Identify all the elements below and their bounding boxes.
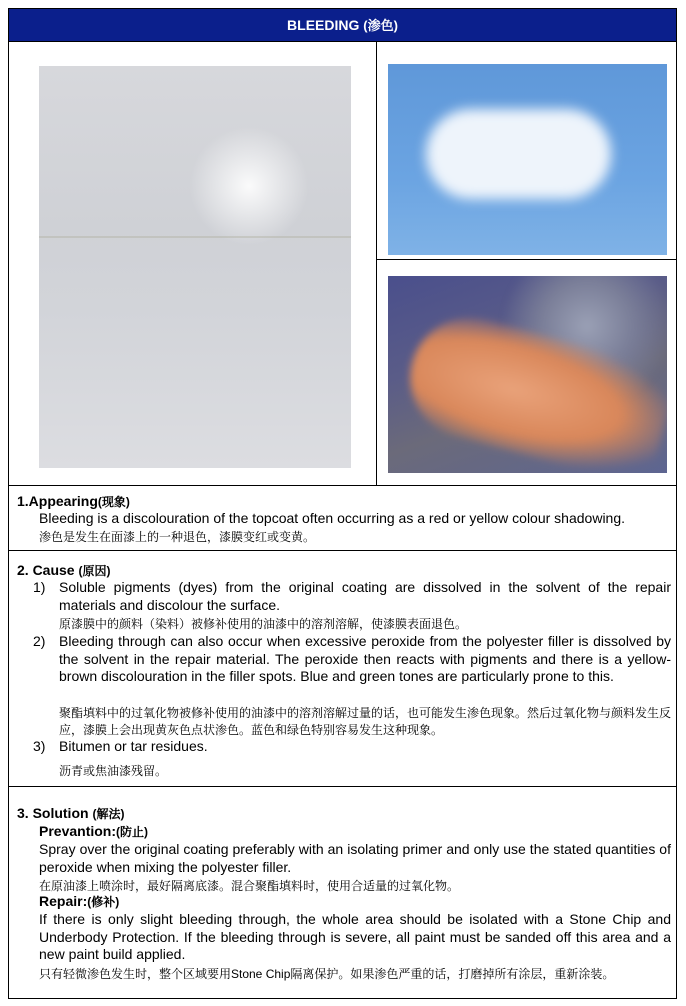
cause-item-3-zh: 沥青或焦油漆残留。 bbox=[59, 764, 168, 778]
solution-heading-zh: (解法) bbox=[92, 807, 125, 821]
repair-label-en: Repair: bbox=[39, 893, 88, 909]
cause-item-1-en: Soluble pigments (dyes) from the original coating are dissolved in the solvent of the repair materials and discolour the surface. bbox=[59, 579, 671, 613]
photo-row bbox=[9, 41, 676, 486]
cause-section bbox=[9, 551, 676, 787]
bottom-right-photo bbox=[388, 276, 667, 473]
photo-divider-vertical bbox=[376, 41, 377, 485]
appearing-heading-zh: (现象) bbox=[97, 495, 130, 509]
white-spot bbox=[426, 109, 611, 199]
cause-heading-en: 2. Cause bbox=[17, 562, 75, 578]
cause-item-1-zh: 原漆膜中的颜料（染料）被修补使用的油漆中的溶剂溶解，使漆膜表面退色。 bbox=[59, 617, 468, 631]
document-sheet bbox=[8, 8, 677, 999]
repair-text-en: If there is only slight bleeding through, the whole area should be isolated with a Stone Chip and Underbody Protection. If the bleeding through is severe, all paint must be sanded off this area and a new paint build applied. bbox=[39, 911, 671, 962]
repair-label bbox=[39, 893, 119, 910]
cause-item-2-en: Bleeding through can also occur when excessive peroxide from the polyester filler is dissolved by the solvent in the repair material. The peroxide then reacts with pigments and there is a yellow-brown discolouration in the filler spots. Blue and green tones are particularly prone to this. bbox=[59, 633, 671, 684]
page-title bbox=[9, 9, 676, 42]
prevention-label-zh: (防止) bbox=[116, 825, 149, 839]
appearing-section bbox=[9, 485, 676, 551]
top-right-photo bbox=[388, 64, 667, 255]
appearing-heading bbox=[17, 493, 130, 510]
glare bbox=[189, 126, 309, 246]
solution-section bbox=[9, 787, 676, 999]
cause-item-number: 2) bbox=[33, 633, 46, 649]
cause-item-number: 3) bbox=[33, 738, 46, 754]
left-photo bbox=[39, 66, 351, 468]
photo-divider-horizontal bbox=[376, 259, 677, 260]
solution-heading bbox=[17, 805, 124, 822]
appearing-heading-en: 1.Appearing bbox=[17, 493, 98, 509]
repair-text-zh: 只有轻微渗色发生时，整个区域要用Stone Chip隔离保护。如果渗色严重的话，打磨掉所有涂层，重新涂装。 bbox=[39, 967, 615, 981]
appearing-text-zh: 渗色是发生在面漆上的一种退色，漆膜变红或变黄。 bbox=[39, 530, 316, 544]
cause-item-2-zh: 聚酯填料中的过氧化物被修补使用的油漆中的溶剂溶解过量的话，也可能发生渗色现象。然后过氧化物与颜料发生反应，漆膜上会出现黄灰色点状渗色。蓝色和绿色特别容易发生这种现象。 bbox=[59, 706, 672, 737]
solution-heading-en: 3. Solution bbox=[17, 805, 89, 821]
prevention-text-en: Spray over the original coating preferably with an isolating primer and only use the stated quantities of peroxide when mixing the polyester filler. bbox=[39, 841, 671, 875]
appearing-text-en: Bleeding is a discolouration of the topcoat often occurring as a red or yellow colour shadowing. bbox=[39, 510, 626, 526]
cause-heading bbox=[17, 562, 110, 579]
repair-label-zh: (修补) bbox=[87, 895, 120, 909]
prevention-label-en: Prevantion: bbox=[39, 823, 117, 839]
cause-heading-zh: (原因) bbox=[78, 564, 111, 578]
title-zh: (渗色) bbox=[363, 18, 398, 33]
prevention-text-zh: 在原油漆上喷涂时，最好隔离底漆。混合聚酯填料时，使用合适量的过氧化物。 bbox=[39, 879, 460, 893]
cause-item-3-en: Bitumen or tar residues. bbox=[59, 738, 208, 754]
prevention-label bbox=[39, 823, 148, 840]
bleed-line bbox=[39, 236, 351, 238]
title-en: BLEEDING bbox=[287, 17, 360, 33]
cause-item-number: 1) bbox=[33, 579, 46, 595]
